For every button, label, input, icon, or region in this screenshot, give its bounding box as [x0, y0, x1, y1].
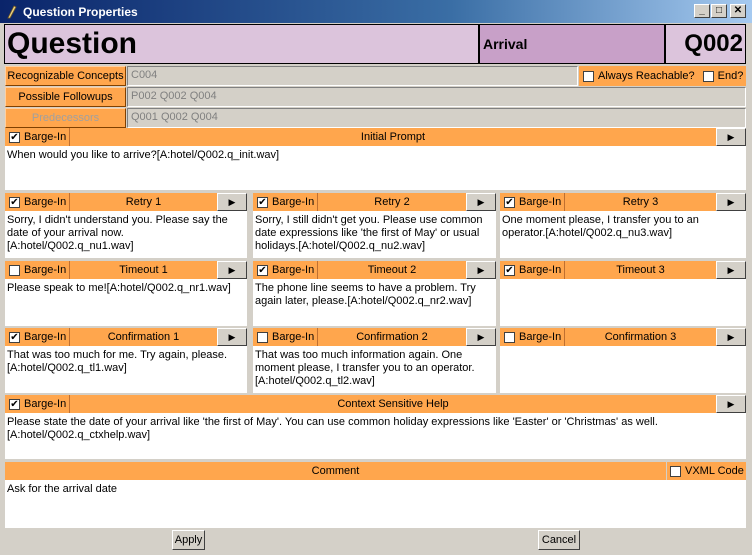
recognizable-concepts-button[interactable]: Recognizable Concepts [5, 66, 126, 86]
retry-3-title: Retry 3 [564, 193, 716, 211]
comment-title: Comment [5, 462, 666, 480]
play-icon: ▶ [727, 197, 735, 207]
play-button[interactable] [716, 193, 746, 211]
play-button[interactable] [217, 328, 247, 346]
timeout-3-text[interactable] [500, 279, 746, 326]
initial-prompt-barge-in-checkbox[interactable]: ✔ [10, 131, 19, 143]
end-label: End? [717, 70, 744, 82]
barge-in-label: Barge-In [24, 196, 67, 208]
recognizable-concepts-field[interactable]: C004 [127, 66, 578, 86]
confirmation-2-title: Confirmation 2 [317, 328, 466, 346]
context-help-title: Context Sensitive Help [69, 395, 716, 413]
confirmation-3-title: Confirmation 3 [564, 328, 716, 346]
vxml-code-checkbox[interactable] [670, 466, 681, 477]
confirmation-1-header [5, 328, 247, 346]
barge-in-label: Barge-In [24, 264, 67, 276]
retry-1-barge-in-checkbox[interactable]: ✔ [10, 196, 19, 208]
question-type-label: Question [4, 24, 479, 64]
timeout-3-title: Timeout 3 [564, 261, 716, 279]
retry-3-barge-in-checkbox[interactable]: ✔ [505, 196, 514, 208]
barge-in-label: Barge-In [272, 196, 315, 208]
barge-in-label: Barge-In [24, 331, 67, 343]
timeout-3-barge-in-checkbox[interactable]: ✔ [505, 264, 514, 276]
confirmation-2-barge-in-checkbox[interactable] [257, 332, 268, 343]
barge-in-label: Barge-In [519, 264, 562, 276]
play-button[interactable] [716, 395, 746, 413]
apply-button[interactable]: Apply [172, 530, 205, 550]
retry-3-header [500, 193, 746, 211]
retry-2-header [253, 193, 496, 211]
maximize-button[interactable]: □ [711, 4, 727, 18]
comment-text[interactable]: Ask for the arrival date [5, 480, 746, 528]
timeout-2-barge-in-checkbox[interactable]: ✔ [258, 264, 267, 276]
barge-in-label: Barge-In [519, 196, 562, 208]
cancel-button[interactable]: Cancel [538, 530, 580, 550]
initial-prompt-header [5, 128, 746, 146]
play-icon: ▶ [228, 197, 236, 207]
barge-in-label: Barge-In [272, 264, 315, 276]
play-icon: ▶ [477, 332, 485, 342]
reachability-options [579, 66, 746, 86]
timeout-1-header [5, 261, 247, 279]
retry-1-header [5, 193, 247, 211]
title-bar [0, 0, 752, 23]
timeout-1-barge-in-checkbox[interactable] [9, 265, 20, 276]
play-button[interactable] [466, 193, 496, 211]
question-name: Arrival [479, 24, 665, 64]
always-reachable-label: Always Reachable? [598, 70, 695, 82]
predecessors-button[interactable]: Predecessors [5, 108, 126, 128]
predecessors-field[interactable]: Q001 Q002 Q004 [127, 108, 746, 128]
play-icon: ▶ [727, 332, 735, 342]
confirmation-1-barge-in-checkbox[interactable]: ✔ [10, 331, 19, 343]
possible-followups-button[interactable]: Possible Followups [5, 87, 126, 107]
retry-3-text[interactable]: One moment please, I transfer you to an operator.[A:hotel/Q002.q_nu3.wav] [500, 211, 746, 258]
minimize-button[interactable]: _ [694, 4, 710, 18]
app-icon [4, 5, 18, 19]
barge-in-label: Barge-In [272, 331, 315, 343]
timeout-2-title: Timeout 2 [317, 261, 466, 279]
confirmation-1-title: Confirmation 1 [69, 328, 217, 346]
confirmation-3-header [500, 328, 746, 346]
confirmation-1-text[interactable]: That was too much for me. Try again, please.[A:hotel/Q002.q_tl1.wav] [5, 346, 247, 393]
barge-in-label: Barge-In [519, 331, 562, 343]
play-button[interactable] [466, 261, 496, 279]
barge-in-label: Barge-In [24, 398, 67, 410]
confirmation-2-header [253, 328, 496, 346]
retry-2-title: Retry 2 [317, 193, 466, 211]
close-button[interactable]: ✕ [730, 4, 746, 18]
confirmation-2-text[interactable]: That was too much information again. One moment please, I transfer you to an operator.[A:hotel/Q002.q_tl2.wav] [253, 346, 496, 393]
retry-1-title: Retry 1 [69, 193, 217, 211]
end-checkbox[interactable] [703, 71, 714, 82]
retry-2-text[interactable]: Sorry, I still didn't get you. Please use common date expressions like 'the first of May' or usual holidays.[A:hotel/Q002.q_nu2.wav] [253, 211, 496, 258]
context-help-text[interactable]: Please state the date of your arrival like 'the first of May'. You can use common holiday expressions like 'Easter' or 'Christmas' as well.[A:hotel/Q002.q_ctxhelp.wav] [5, 413, 746, 459]
play-icon: ▶ [477, 197, 485, 207]
play-icon: ▶ [228, 265, 236, 275]
play-icon: ▶ [477, 265, 485, 275]
play-button[interactable] [217, 193, 247, 211]
timeout-1-text[interactable]: Please speak to me![A:hotel/Q002.q_nr1.wav] [5, 279, 247, 326]
window-title: Question Properties [23, 4, 138, 19]
play-button[interactable] [466, 328, 496, 346]
context-help-header [5, 395, 746, 413]
timeout-3-header [500, 261, 746, 279]
timeout-2-header [253, 261, 496, 279]
confirmation-3-text[interactable] [500, 346, 746, 393]
play-button[interactable] [217, 261, 247, 279]
play-icon: ▶ [727, 399, 735, 409]
vxml-code-option [667, 462, 746, 480]
context-help-barge-in-checkbox[interactable]: ✔ [10, 398, 19, 410]
barge-in-label: Barge-In [24, 131, 67, 143]
possible-followups-field[interactable]: P002 Q002 Q004 [127, 87, 746, 107]
play-button[interactable] [716, 261, 746, 279]
timeout-1-title: Timeout 1 [69, 261, 217, 279]
play-icon: ▶ [727, 265, 735, 275]
initial-prompt-text[interactable]: When would you like to arrive?[A:hotel/Q002.q_init.wav] [5, 146, 746, 190]
play-icon: ▶ [727, 132, 735, 142]
play-button[interactable] [716, 328, 746, 346]
vxml-code-label: VXML Code [685, 465, 744, 477]
initial-prompt-title: Initial Prompt [69, 128, 716, 146]
question-id: Q002 [665, 24, 746, 64]
play-button[interactable] [716, 128, 746, 146]
play-icon: ▶ [228, 332, 236, 342]
timeout-2-text[interactable]: The phone line seems to have a problem. Try again later, please.[A:hotel/Q002.q_nr2.wav] [253, 279, 496, 326]
confirmation-3-barge-in-checkbox[interactable] [504, 332, 515, 343]
always-reachable-checkbox[interactable] [583, 71, 594, 82]
retry-1-text[interactable]: Sorry, I didn't understand you. Please say the date of your arrival now.[A:hotel/Q002.q_nu1.wav] [5, 211, 247, 258]
retry-2-barge-in-checkbox[interactable]: ✔ [258, 196, 267, 208]
